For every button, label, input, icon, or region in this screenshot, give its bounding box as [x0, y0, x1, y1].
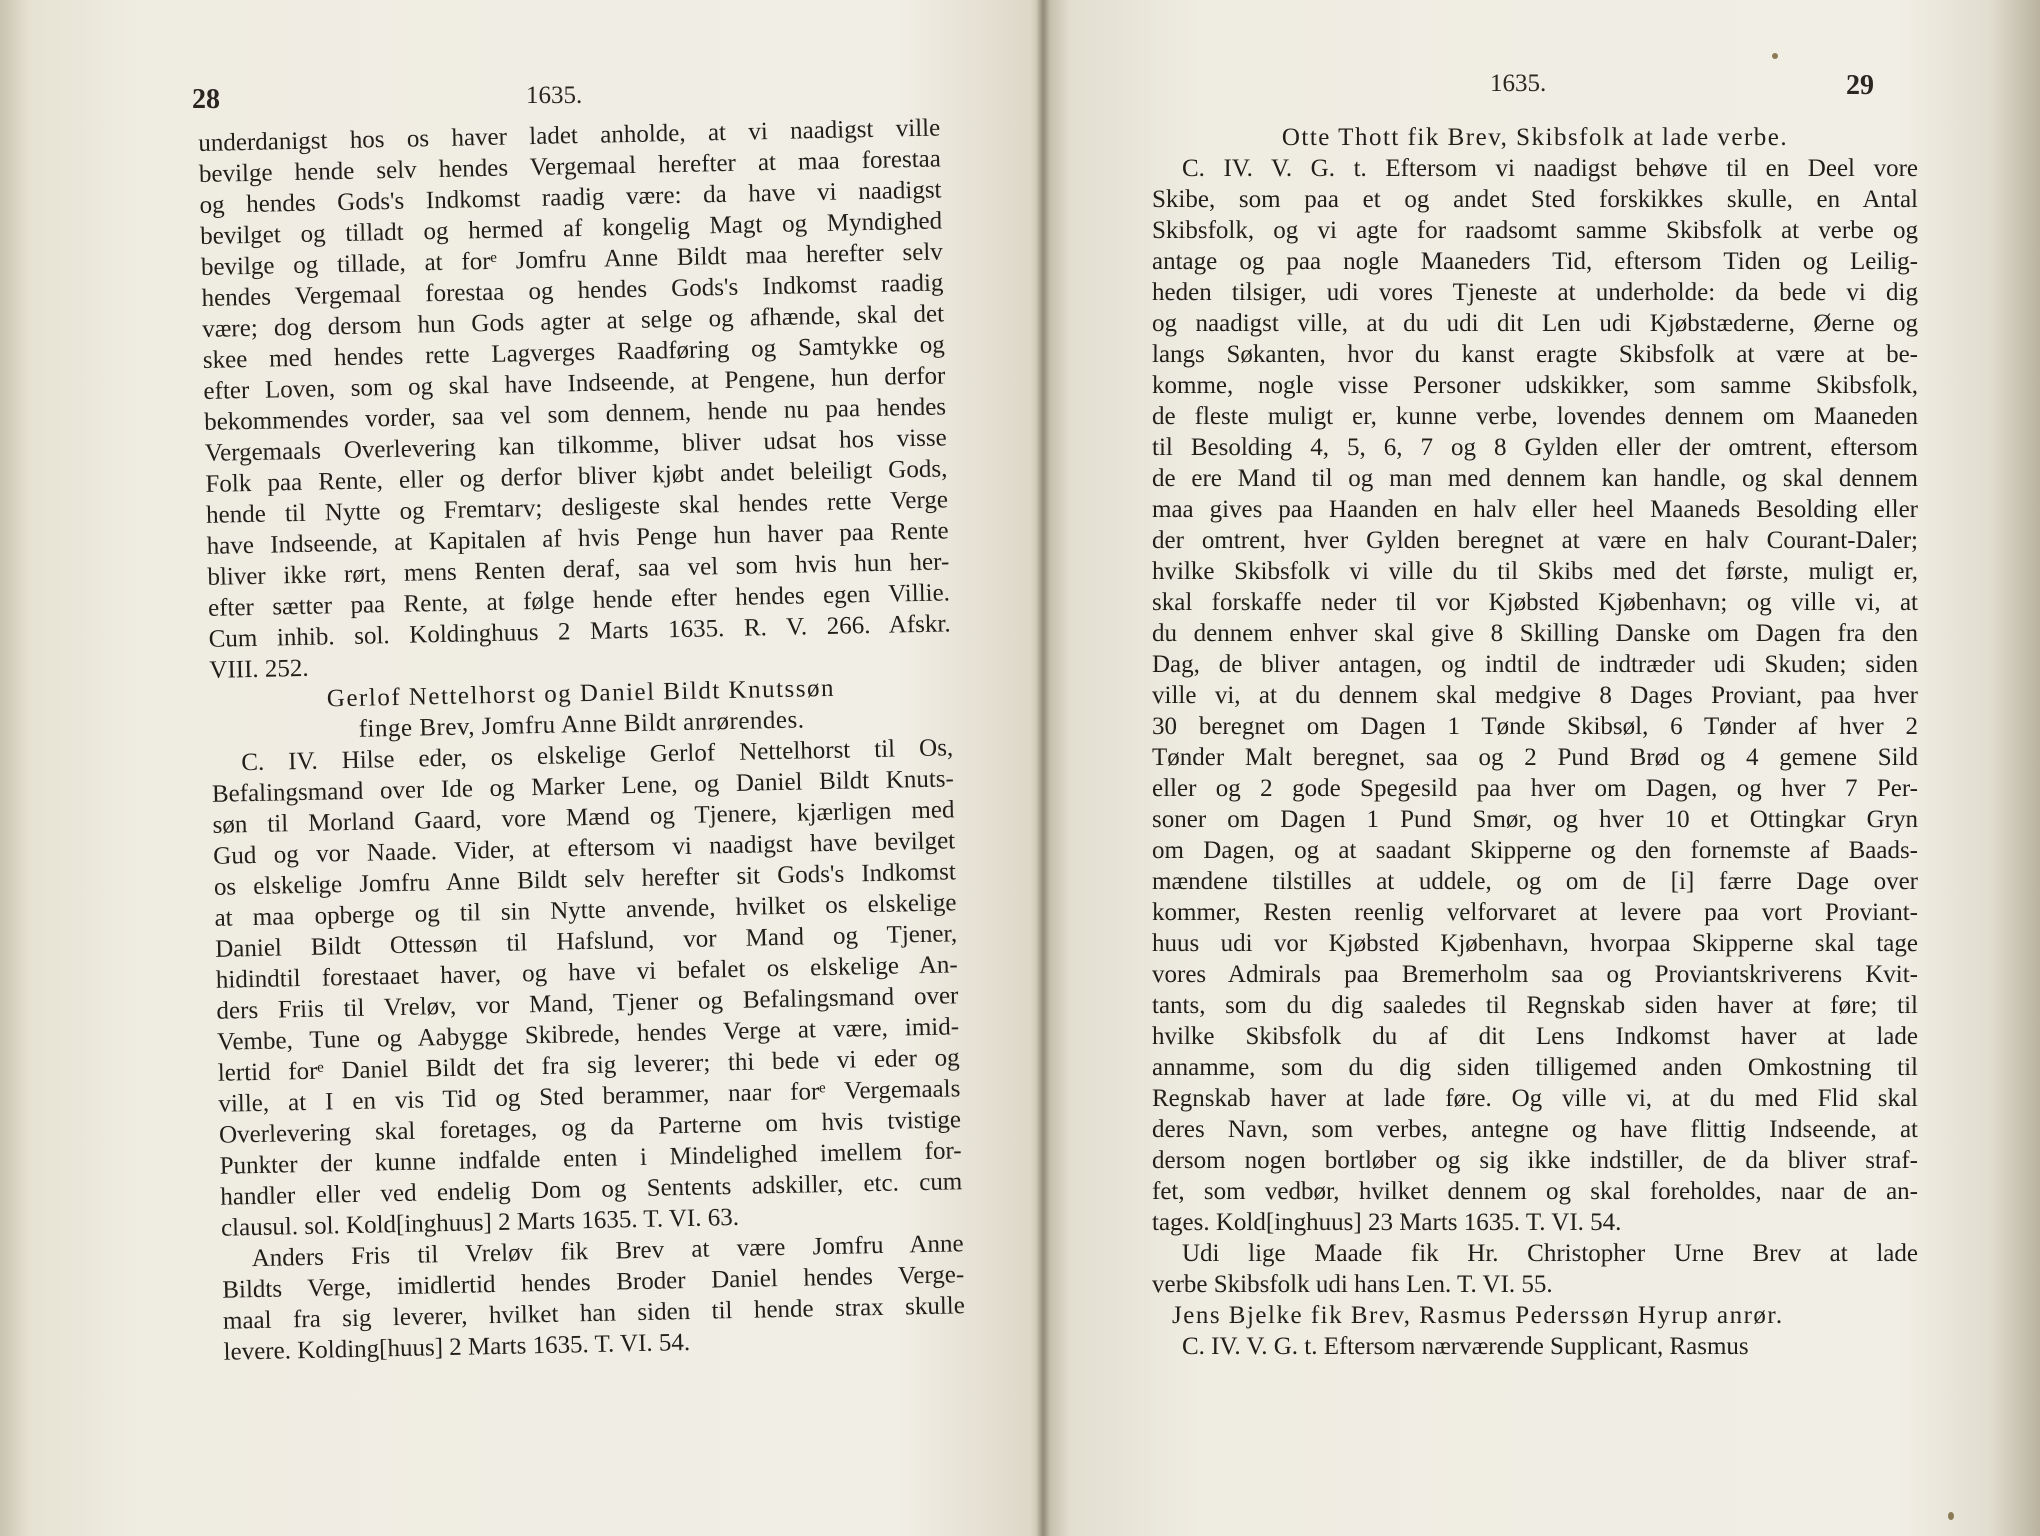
paper-spot	[1772, 53, 1778, 59]
text-line: Tønder Malt beregnet, saa og 2 Pund Brød og 4 gemene Sild	[1152, 744, 1918, 771]
left-paragraph-2	[211, 732, 963, 1243]
right-heading-1: Otte Thott fik Brev, Skibsfolk at lade verbe.	[1281, 124, 1789, 151]
text-line: skee med hendes rette Lagverges Raadføring og Samtykke og	[202, 331, 945, 374]
text-line: Befalingsmand over Ide og Marker Lene, og Daniel Bildt Knuts-	[211, 765, 955, 808]
right-paragraph-3	[1152, 1331, 1918, 1362]
text-line: Bildts Verge, imidlertid hendes Broder Daniel hendes Verge-	[222, 1261, 965, 1304]
text-line: Folk paa Rente, eller og derfor bliver kjøbt andet beleiligt Gods,	[205, 455, 948, 498]
text-line: Overlevering skal foretages, og da Parterne om hvis tvistige	[218, 1106, 962, 1149]
text-line: Vergemaals Overlevering kan tilkomme, bliver udsat hos visse	[204, 424, 947, 467]
text-line: bliver ikke rørt, mens Renten deraf, saa vel som hvis hun her-	[207, 548, 950, 591]
text-line: bekommendes vorder, saa vel som dennem, hende nu paa hendes	[203, 393, 947, 436]
text-line: 30 beregnet om Dagen 1 Tønde Skibsøl, 6 Tønder af hver 2	[1152, 713, 1918, 740]
text-line: Gud og vor Naade. Vider, at eftersom vi naadigst have bevilget	[212, 827, 956, 870]
text-line: antage og paa nogle Maaneders Tid, eftersom Tiden og Leilig-	[1152, 248, 1918, 275]
right-heading-2: Jens Bjelke fik Brev, Rasmus Pederssøn Hyrup anrør.	[1172, 1302, 1784, 1329]
text-line: have Indseende, at Kapitalen af hvis Penge hun haver paa Rente	[206, 517, 949, 560]
text-line: Anders Fris til Vreløv fik Brev at være Jomfru Anne	[251, 1230, 964, 1273]
text-line: Udi lige Maade fik Hr. Christopher Urne Brev at lade	[1182, 1240, 1918, 1267]
text-line: ville vi, at du dennem skal medgive 8 Dages Proviant, paa hver	[1152, 682, 1918, 709]
text-line: bevilge hende selv hendes Vergemaal herefter at maa forestaa	[198, 145, 942, 188]
text-line: kommer, Resten reenlig velforvaret at levere paa vort Proviant-	[1152, 899, 1918, 926]
text-line: lertid forᵉ Daniel Bildt det fra sig leverer; thi bede vi eder og	[217, 1044, 960, 1087]
text-line: hvilke Skibsfolk du af dit Lens Indkomst haver at lade	[1152, 1023, 1918, 1050]
left-page-number: 28	[192, 84, 220, 115]
text-line: C. IV. V. G. t. Eftersom vi naadigst behøve til en Deel vore	[1182, 155, 1918, 182]
text-line: hidindtil forestaaet haver, og have vi befalet os elskelige An-	[215, 951, 958, 994]
text-line: søn til Morland Gaard, vore Mænd og Tjenere, kjærligen med	[212, 796, 955, 839]
text-line: verbe Skibsfolk udi hans Len. T. VI. 55.	[1152, 1271, 1553, 1298]
text-line: mændene tilstilles at uddele, og om de [i] færre Dage over	[1152, 868, 1918, 895]
text-line: og hendes Gods's Indkomst raadig være: da have vi naadigst	[199, 176, 942, 219]
left-paragraph-3	[221, 1228, 965, 1368]
text-line: hvilke Skibsfolk vi ville du til Skibs med det første, muligt er,	[1152, 558, 1918, 585]
text-line: om Dagen, og at saadant Skipperne og den fornemste af Baads-	[1152, 837, 1918, 864]
text-line: Skibsfolk, og vi agte for raadsomt samme Skibsfolk at verbe og	[1152, 217, 1918, 244]
text-line: langs Søkanten, hvor du kanst eragte Skibsfolk at være at be-	[1152, 341, 1918, 368]
text-line: underdanigst hos os haver ladet anholde, at vi naadigst ville	[198, 114, 941, 157]
text-line: der omtrent, hver Gylden beregnet at være en halv Courant-Daler;	[1152, 527, 1918, 554]
text-line: komme, nogle visse Personer udskikker, som samme Skibsfolk,	[1152, 372, 1918, 399]
left-heading-1: Gerlof Nettelhorst og Daniel Bildt Knutssøn	[326, 674, 836, 713]
text-line: Regnskab haver at lade føre. Og ville vi, at du med Flid skal	[1152, 1085, 1918, 1112]
text-line: clausul. sol. Kold[inghuus] 2 Marts 1635. T. VI. 63.	[220, 1203, 740, 1242]
text-line: ders Friis til Vreløv, vor Mand, Tjener og Befalingsmand over	[216, 982, 959, 1025]
text-line: hendes Vergemaal forestaa og hendes Gods's Indkomst raadig	[201, 269, 944, 312]
left-heading-1-line-2: finge Brev, Jomfru Anne Bildt anrørendes.	[358, 706, 805, 743]
text-line: de ere Mand til og man med dennem kan handle, og skal dennem	[1152, 465, 1918, 492]
right-text-block	[1152, 122, 1918, 1362]
text-line: Daniel Bildt Ottessøn til Hafslund, vor Mand og Tjener,	[214, 920, 958, 963]
text-line: efter sætter paa Rente, at følge hende efter hendes egen Villie.	[207, 579, 951, 622]
text-line: skal forskaffe neder til vor Kjøbsted Kjøbenhavn; og ville vi, at	[1152, 589, 1918, 616]
paper-spot	[1948, 1512, 1954, 1520]
text-line: til Besolding 4, 5, 6, 7 og 8 Gylden eller der omtrent, eftersom	[1152, 434, 1918, 461]
text-line: du dennem enhver skal give 8 Skilling Danske om Dagen fra den	[1152, 620, 1918, 647]
text-line: hende til Nytte og Fremtarv; desligeste skal hendes rette Verge	[205, 486, 949, 529]
text-line: heden tilsiger, udi vores Tjeneste at underholde: da bede vi dig	[1152, 279, 1918, 306]
text-line: huus udi vor Kjøbsted Kjøbenhavn, hvorpaa Skipperne skal tage	[1152, 930, 1918, 957]
left-text-block	[198, 112, 966, 1367]
text-line: Cum inhib. sol. Koldinghuus 2 Marts 1635. R. V. 266. Afskr.	[208, 610, 951, 653]
text-line: ville, at I en vis Tid og Sted berammer, naar forᵉ Vergemaals	[218, 1075, 961, 1118]
text-line: Vembe, Tune og Aabygge Skibrede, hendes Verge at være, imid-	[216, 1013, 960, 1056]
left-running-head: 1635.	[526, 82, 583, 109]
text-line: fet, som vedbør, hvilket dennem og skal foreholdes, naar de an-	[1152, 1178, 1918, 1205]
text-line: maal fra sig leverer, hvilket han siden til hende strax skulle	[222, 1292, 966, 1335]
text-line: Dag, de bliver antagen, og indtil de indtræder udi Skuden; siden	[1152, 651, 1918, 678]
text-line: og naadigst ville, at du udi dit Len udi Kjøbstæderne, Øerne og	[1152, 310, 1918, 337]
left-paragraph-1	[198, 112, 952, 685]
text-line: tages. Kold[inghuus] 23 Marts 1635. T. VI. 54.	[1152, 1209, 1622, 1236]
text-line: bevilge og tillade, at forᵉ Jomfru Anne Bildt maa herefter selv	[200, 238, 944, 281]
text-line: Skibe, som paa et og andet Sted forskikkes skulle, en Antal	[1152, 186, 1918, 213]
text-line: soner om Dagen 1 Pund Smør, og hver 10 et Ottingkar Gryn	[1152, 806, 1918, 833]
text-line: os elskelige Jomfru Anne Bildt selv herefter sit Gods's Indkomst	[213, 858, 957, 901]
text-line: handler eller ved endelig Dom og Sentents adskiller, etc. cum	[220, 1168, 963, 1211]
text-line: C. IV. V. G. t. Eftersom nærværende Supplicant, Rasmus	[1182, 1333, 1749, 1360]
text-line: bevilget og tilladt og hermed af kongelig Magt og Myndighed	[199, 207, 943, 250]
text-line: levere. Kolding[huus] 2 Marts 1635. T. VI. 54.	[223, 1328, 691, 1366]
text-line: at maa opberge og til sin Nytte anvende, hvilket os elskelige	[214, 889, 957, 932]
right-page-number: 29	[1846, 70, 1874, 101]
text-line: maa gives paa Haanden en halv eller heel Maaneds Besolding eller	[1152, 496, 1918, 523]
text-line: eller og 2 gode Spegesild paa hver om Dagen, og hver 7 Per-	[1152, 775, 1918, 802]
right-page	[1044, 0, 2040, 1536]
text-line: C. IV. Hilse eder, os elskelige Gerlof Nettelhorst til Os,	[241, 734, 954, 777]
text-line: efter Loven, som og skal have Indseende, at Pengene, hun derfor	[203, 362, 946, 405]
text-line: annamme, som du dig siden tilligemed anden Omkostning til	[1152, 1054, 1918, 1081]
text-line: tants, som du dig saaledes til Regnskab siden haver at føre; til	[1152, 992, 1918, 1019]
text-line: Punkter der kunne indfalde enten i Mindelighed imellem for-	[219, 1137, 962, 1180]
text-line: VIII. 252.	[209, 654, 309, 684]
right-paragraph-1	[1152, 153, 1918, 1238]
text-line: de fleste muligt er, kunne verbe, lovendes dennem om Maaneden	[1152, 403, 1918, 430]
text-line: deres Navn, som verbes, antegne og have flittig Indseende, at	[1152, 1116, 1918, 1143]
text-line: vores Admirals paa Bremerholm saa og Proviantskriverens Kvit-	[1152, 961, 1918, 988]
right-running-head: 1635.	[1490, 70, 1547, 97]
text-line: være; dog dersom hun Gods agter at selge og afhænde, skal det	[201, 300, 945, 343]
text-line: dersom nogen bortløber og sig ikke indstiller, de da bliver straf-	[1152, 1147, 1918, 1174]
right-paragraph-2	[1152, 1238, 1918, 1300]
